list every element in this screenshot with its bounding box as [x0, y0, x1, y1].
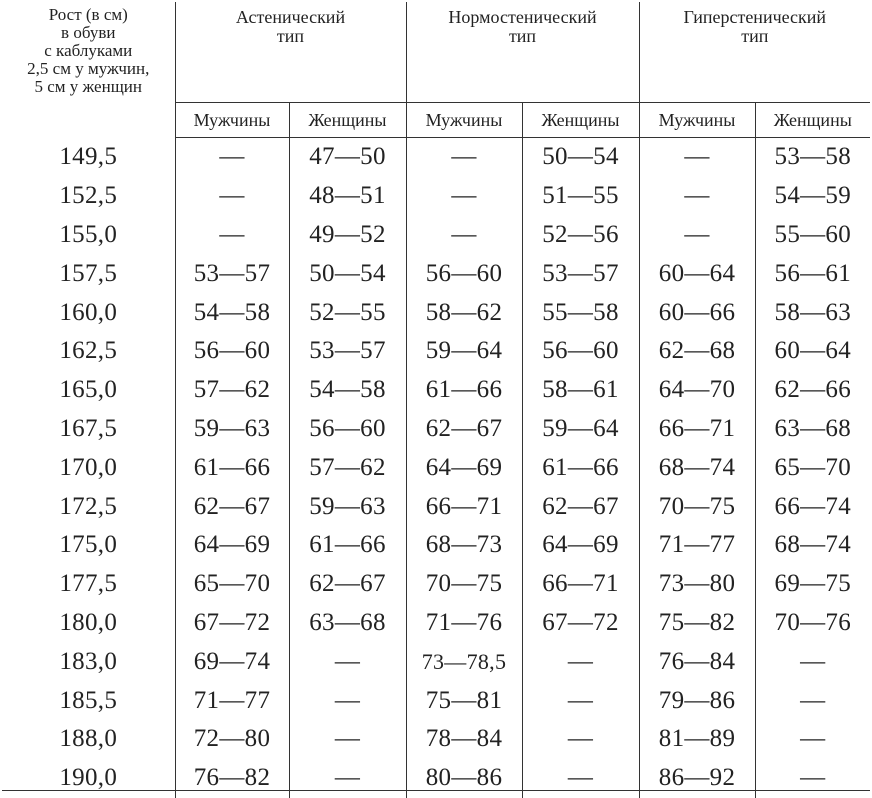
group-header-line: тип — [276, 26, 305, 46]
weight-range-cell: 56—60 — [406, 254, 522, 293]
group-header-line: Гиперстенический — [683, 7, 827, 27]
height-column-header — [2, 2, 175, 138]
table-row — [2, 642, 870, 681]
height-cell: 152,5 — [2, 177, 175, 216]
weight-range-cell: 55—58 — [522, 293, 639, 332]
weight-range-cell: — — [406, 216, 522, 255]
asthenic-type-header — [175, 2, 406, 103]
table-row — [2, 293, 870, 332]
weight-range-cell: — — [175, 138, 289, 177]
weight-range-cell: 71—76 — [406, 604, 522, 643]
weight-range-cell: — — [800, 686, 826, 714]
table-row — [2, 681, 870, 720]
weight-range-cell: 62—67 — [406, 410, 522, 449]
weight-range-cell: 53—57 — [289, 332, 406, 371]
weight-range-cell: 48—51 — [289, 177, 406, 216]
weight-range-cell: 54—58 — [175, 293, 289, 332]
table-body — [2, 138, 870, 798]
weight-range-cell: 58—63 — [774, 298, 852, 326]
weight-range-cell: 62—66 — [774, 376, 852, 404]
table-row — [2, 565, 870, 604]
table-row — [2, 487, 870, 526]
weight-range-cell: 66—74 — [774, 492, 852, 520]
weight-range-cell: 54—58 — [289, 371, 406, 410]
group-header-line: Астенический — [235, 7, 346, 27]
weight-range-cell: — — [800, 725, 826, 753]
weight-range-cell: 56—60 — [175, 332, 289, 371]
group-header-line: Нормостенический — [448, 7, 597, 27]
weight-range-cell: 71—77 — [639, 526, 755, 565]
height-cell: 183,0 — [2, 642, 175, 681]
normosthenic-type-header — [406, 2, 639, 103]
weight-range-cell: 61—66 — [175, 448, 289, 487]
weight-range-cell: 79—86 — [639, 681, 755, 720]
weight-range-cell: 62—67 — [175, 487, 289, 526]
weight-range-cell: 62—68 — [639, 332, 755, 371]
table-row — [2, 526, 870, 565]
height-cell: 157,5 — [2, 254, 175, 293]
weight-height-table — [2, 2, 870, 798]
height-cell: 172,5 — [2, 487, 175, 526]
weight-range-cell: — — [175, 177, 289, 216]
weight-range-cell: — — [639, 138, 755, 177]
group-header-line: тип — [508, 26, 537, 46]
weight-range-cell: 64—69 — [522, 526, 639, 565]
weight-range-cell: 64—69 — [406, 448, 522, 487]
weight-range-cell: 49—52 — [289, 216, 406, 255]
height-cell: 170,0 — [2, 448, 175, 487]
table-row — [2, 604, 870, 643]
weight-range-cell: — — [639, 216, 755, 255]
weight-range-cell: — — [639, 177, 755, 216]
weight-range-cell: 58—61 — [522, 371, 639, 410]
hypersthenic-type-header — [639, 2, 870, 103]
weight-range-cell: 71—77 — [175, 681, 289, 720]
weight-range-cell: 75—81 — [406, 681, 522, 720]
weight-range-cell: 78—84 — [406, 720, 522, 759]
weight-range-cell: 81—89 — [639, 720, 755, 759]
weight-range-cell: — — [522, 720, 639, 759]
weight-range-cell: 53—57 — [522, 254, 639, 293]
weight-range-cell: — — [289, 720, 406, 759]
height-header-line: с каблуками — [44, 41, 133, 60]
weight-range-cell: 53—57 — [175, 254, 289, 293]
weight-range-cell: 57—62 — [175, 371, 289, 410]
sub-header-women: Женщины — [522, 103, 639, 138]
weight-range-cell: 63—68 — [289, 604, 406, 643]
height-cell: 167,5 — [2, 410, 175, 449]
weight-range-cell: 75—82 — [639, 604, 755, 643]
height-cell: 190,0 — [2, 759, 175, 798]
weight-range-cell: 76—84 — [639, 642, 755, 681]
weight-range-cell: 76—82 — [175, 759, 289, 798]
weight-range-cell: 73—78,5 — [406, 642, 522, 681]
height-header-line: Рост (в см) — [48, 5, 128, 24]
weight-range-cell: 50—54 — [522, 138, 639, 177]
table-row — [2, 177, 870, 216]
weight-range-cell: — — [800, 764, 826, 792]
sub-header-women: Женщины — [755, 103, 870, 138]
height-cell: 188,0 — [2, 720, 175, 759]
weight-range-cell: 61—66 — [522, 448, 639, 487]
weight-range-cell: 50—54 — [289, 254, 406, 293]
height-cell: 175,0 — [2, 526, 175, 565]
weight-range-cell: 64—70 — [639, 371, 755, 410]
weight-range-cell: 62—67 — [522, 487, 639, 526]
table-row — [2, 138, 870, 177]
weight-range-cell: — — [522, 759, 639, 798]
weight-range-cell: 47—50 — [289, 138, 406, 177]
group-header-line: тип — [741, 26, 769, 46]
weight-range-cell: 60—64 — [639, 254, 755, 293]
weight-range-cell: 66—71 — [639, 410, 755, 449]
height-header-line: в обуви — [61, 23, 116, 42]
weight-range-cell: 68—73 — [406, 526, 522, 565]
table-row — [2, 371, 870, 410]
sub-header-men: Мужчины — [406, 103, 522, 138]
table-row — [2, 332, 870, 371]
weight-range-cell: 52—55 — [289, 293, 406, 332]
weight-range-cell: 51—55 — [522, 177, 639, 216]
weight-range-cell: — — [522, 681, 639, 720]
sub-header-men: Мужчины — [175, 103, 289, 138]
weight-range-cell: 57—62 — [289, 448, 406, 487]
weight-range-cell: 67—72 — [522, 604, 639, 643]
weight-range-cell: 70—76 — [774, 608, 852, 636]
weight-range-cell: 52—56 — [522, 216, 639, 255]
weight-range-cell: — — [406, 177, 522, 216]
weight-range-cell: 72—80 — [175, 720, 289, 759]
height-cell: 180,0 — [2, 604, 175, 643]
table-row — [2, 216, 870, 255]
weight-range-cell: 63—68 — [774, 414, 852, 442]
weight-range-cell: 68—74 — [774, 531, 852, 559]
height-cell: 155,0 — [2, 216, 175, 255]
weight-range-cell: 70—75 — [639, 487, 755, 526]
weight-range-cell: 69—75 — [774, 570, 852, 598]
weight-range-cell: 65—70 — [774, 453, 852, 481]
weight-range-cell: 59—63 — [175, 410, 289, 449]
weight-range-cell: 73—80 — [639, 565, 755, 604]
weight-range-cell: — — [289, 642, 406, 681]
weight-range-cell: 62—67 — [289, 565, 406, 604]
weight-range-cell: 69—74 — [175, 642, 289, 681]
weight-range-cell: 56—61 — [774, 259, 852, 287]
table-bottom-border — [2, 790, 870, 791]
weight-range-cell: 68—74 — [639, 448, 755, 487]
height-cell: 185,5 — [2, 681, 175, 720]
height-cell: 165,0 — [2, 371, 175, 410]
weight-range-cell: — — [522, 642, 639, 681]
sub-header-men: Мужчины — [639, 103, 755, 138]
weight-range-cell: 61—66 — [406, 371, 522, 410]
height-cell: 149,5 — [2, 138, 175, 177]
weight-range-cell: 64—69 — [175, 526, 289, 565]
weight-range-cell: — — [175, 216, 289, 255]
table-row — [2, 720, 870, 759]
weight-range-cell: — — [289, 759, 406, 798]
weight-range-cell: 60—64 — [774, 337, 852, 365]
table-row — [2, 448, 870, 487]
weight-range-cell: 53—58 — [774, 143, 852, 171]
weight-range-cell: — — [800, 647, 826, 675]
weight-range-cell: — — [289, 681, 406, 720]
height-cell: 160,0 — [2, 293, 175, 332]
weight-range-cell: 66—71 — [522, 565, 639, 604]
weight-range-cell: 80—86 — [406, 759, 522, 798]
weight-range-cell: 61—66 — [289, 526, 406, 565]
weight-range-cell: 58—62 — [406, 293, 522, 332]
weight-range-cell: 59—64 — [522, 410, 639, 449]
weight-range-cell: 70—75 — [406, 565, 522, 604]
table-row — [2, 759, 870, 798]
height-header-line: 2,5 см у мужчин, — [27, 59, 150, 78]
weight-range-cell: 54—59 — [774, 182, 852, 210]
weight-range-cell: 59—63 — [289, 487, 406, 526]
weight-range-cell: 59—64 — [406, 332, 522, 371]
height-cell: 162,5 — [2, 332, 175, 371]
weight-range-cell: 66—71 — [406, 487, 522, 526]
weight-range-cell: 56—60 — [289, 410, 406, 449]
weight-range-cell: 55—60 — [774, 220, 852, 248]
weight-range-cell: — — [406, 138, 522, 177]
height-header-line: 5 см у женщин — [34, 77, 142, 96]
table-row — [2, 254, 870, 293]
table-header — [2, 2, 870, 138]
weight-range-cell: 86—92 — [639, 759, 755, 798]
weight-range-cell: 67—72 — [175, 604, 289, 643]
weight-range-cell: 60—66 — [639, 293, 755, 332]
height-cell: 177,5 — [2, 565, 175, 604]
table-row — [2, 410, 870, 449]
weight-range-cell: 65—70 — [175, 565, 289, 604]
weight-range-cell: 56—60 — [522, 332, 639, 371]
sub-header-women: Женщины — [289, 103, 406, 138]
